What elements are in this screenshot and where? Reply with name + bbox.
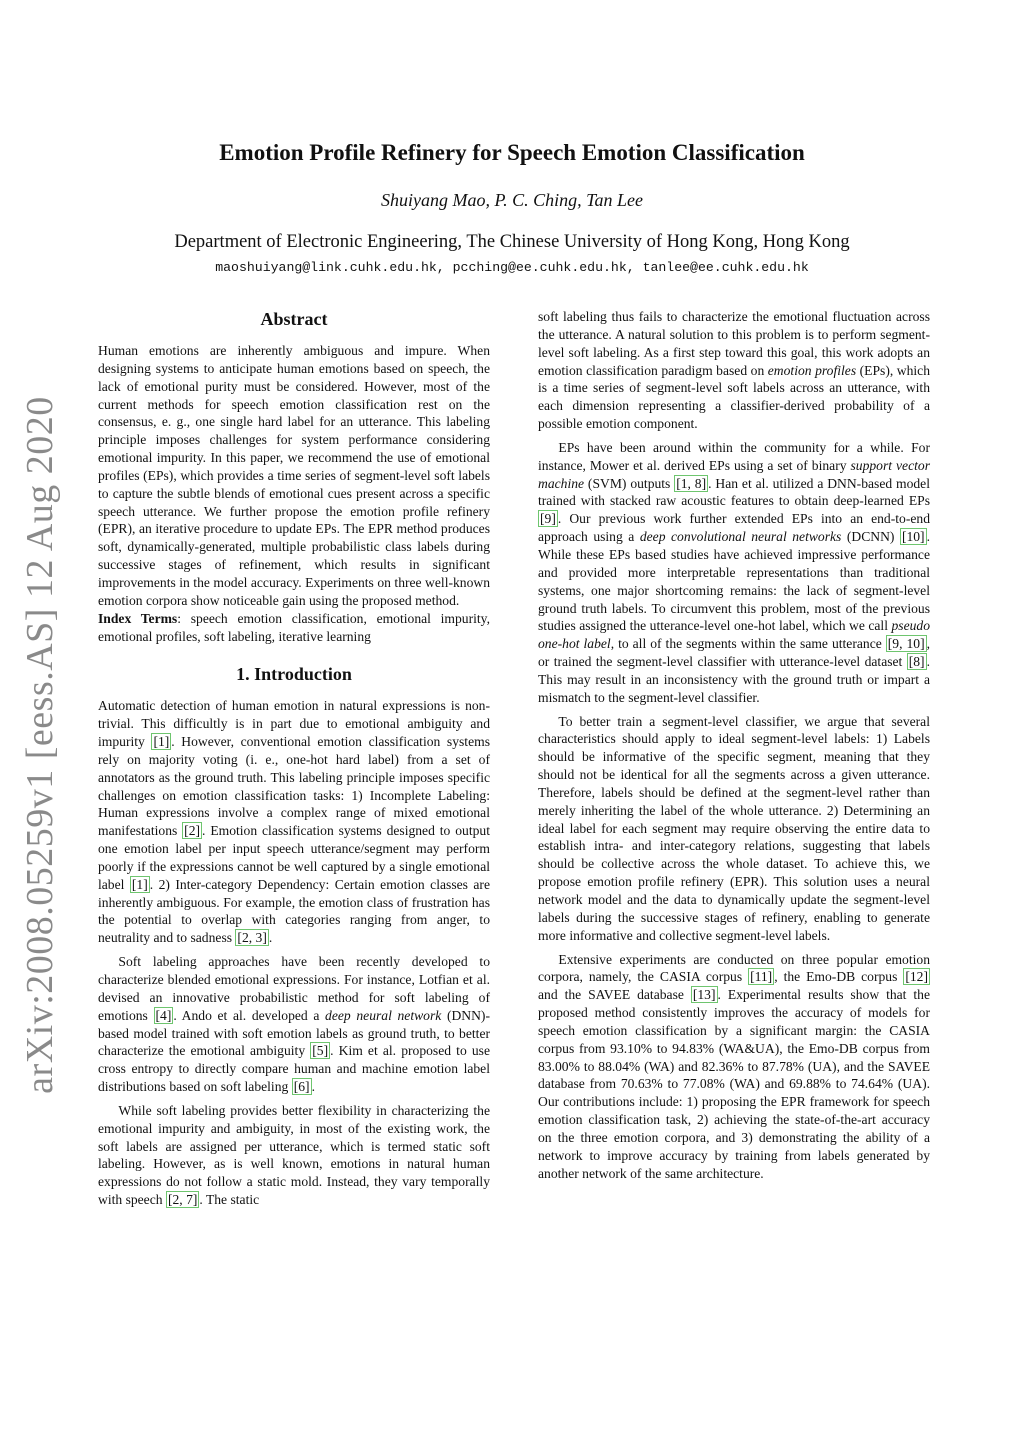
paper-authors: Shuiyang Mao, P. C. Ching, Tan Lee bbox=[380, 190, 644, 210]
citation-link[interactable]: [6] bbox=[293, 1079, 310, 1095]
citation-link[interactable]: [1, 8] bbox=[676, 475, 707, 491]
citation-link[interactable]: [10] bbox=[901, 529, 925, 545]
citation-link[interactable]: [9, 10] bbox=[887, 636, 925, 652]
citation-link[interactable]: [13] bbox=[692, 987, 716, 1003]
intro-paragraph-2: Soft labeling approaches have been recently developed to characterize blended emotional expressions. For instance, Lotfian et al. devised an innovative probabilistic method for soft labeling of emotions [4] . Ando et al. developed a deep neural network (DNN)-based model trained with soft emotion labels as ground truth, to better characterize the emotional ambiguity [5] . Kim et al. proposed to use cross entropy to directly compare human and machine emotion label distributions based on soft labeling [6] . bbox=[98, 954, 490, 1095]
citation-link[interactable]: [2, 7] bbox=[167, 1192, 198, 1208]
citation-link[interactable]: [12] bbox=[905, 969, 928, 985]
left-column bbox=[98, 308, 490, 1209]
citation-link[interactable]: [4] bbox=[155, 1007, 172, 1023]
paper-emails: maoshuiyang@link.cuhk.edu.hk, pcching@ee.cuhk.edu.hk, tanlee@ee.cuhk.edu.hk bbox=[215, 260, 809, 275]
citation-link[interactable]: [1] bbox=[131, 876, 148, 892]
paper-affiliation: Department of Electronic Engineering, The Chinese University of Hong Kong, Hong Kong bbox=[174, 232, 850, 252]
paper-title: Emotion Profile Refinery for Speech Emotion Classification bbox=[219, 140, 805, 165]
abstract-text: Human emotions are inherently ambiguous and impure. When designing systems to anticipate human emotions based on speech, the lack of emotional purity must be considered. However, most of the current methods for speech emotion classification rest on the consensus, e. g., one single hard label for an utterance. This labeling principle imposes challenges for system performance considering emotional impurity. In this paper, we recommend the use of emotional profiles (EPs), which provides a time series of segment-level soft labels to capture the subtle blends of emotional cues present across a specific speech utterance. We further propose the emotion profile refinery (EPR), an iterative procedure to update EPs. The EPR method produces soft, dynamically-generated, multiple probabilistic class labels during successive stages of refinement, which results in significant improvements in the model accuracy. Experiments on three well-known emotion corpora show noticeable gain using the proposed method. bbox=[98, 343, 490, 608]
citation-link[interactable]: [1] bbox=[153, 734, 170, 750]
citation-link[interactable]: [8] bbox=[908, 654, 925, 670]
citation-link[interactable]: [5] bbox=[312, 1043, 329, 1059]
citation-link[interactable]: [2, 3] bbox=[237, 930, 267, 946]
intro-paragraph-7: Extensive experiments are conducted on three popular emotion corpora, namely, the CASIA corpus [11] , the Emo-DB corpus [12] and the SAVEE database [13] . Experimental results show that the proposed method consistently improves the accuracy of models for speech emotion classification by a significant margin: the CASIA corpus from 93.10% to 94.83% (WA&UA), the Emo-DB corpus from 83.00% to 88.04% (WA) and 82.36% to 87.78% (UA), and the SAVEE database from 70.63% to 77.08% (WA) and 69.88% to 74.64% (UA). Our contributions include: 1) proposing the EPR framework for speech emotion classification task, 2) achieving the state-of-the-art accuracy on the three emotion corpora, and 3) demonstrating the ability of a network to improve accuracy by training from labels generated by another network of the same architecture. bbox=[538, 951, 930, 1181]
abstract-heading: Abstract bbox=[260, 309, 328, 329]
intro-paragraph-6: To better train a segment-level classifier, we argue that several characteristics should apply to ideal segment-level labels: 1) Labels should be informative of the specific segment, meaning that they should not be identical for all the segments across a given utterance. Therefore, labels should be defined at the segment-level rather than merely inheriting the label of the whole utterance. 2) Determining an ideal label for each segment may require observing the entire data to establish intra- and inter-category relations, suggesting that labels should be collective across the whole dataset. To achieve this, we propose emotion profile refinery (EPR). This solution uses a neural network model and the data to dynamically update the segment-level labels during the successive stages of refinery, enabling to generate more informative and collective segment-level labels. bbox=[538, 713, 930, 943]
intro-paragraph-1: Automatic detection of human emotion in natural expressions is non-trivial. This difficultly is in part due to emotional ambiguity and impurity [1] . However, conventional emotion classification systems rely on majority voting (i. e., one-hot hard label) from a set of annotators as the ground truth. This labeling principle imposes specific challenges on emotion classification tasks: 1) Incomplete Labeling: Human expressions involve a complex range of mixed emotional manifestations [2] . Emotion classification systems designed to output one emotion label per input speech utterance/segment may perform poorly if the expressions cannot be well captured by a single emotional label [1] . 2) Inter-category Dependency: Certain emotion classes are inherently ambiguous. For example, the emotion class of frustration has the potential to overlap with categories ranging from anger, to neutrality and to sadness [2, 3] . bbox=[98, 698, 490, 946]
index-terms bbox=[98, 610, 490, 646]
intro-paragraph-4: soft labeling thus fails to characterize the emotional fluctuation across the utterance. A natural solution to this problem is to perform segment-level soft labeling. As a first step toward this goal, this work adopts an emotion classification paradigm based on emotion profiles (EPs), which is a time series of segment-level soft labels across an utterance, with each dimension representing a classifier-derived probability of a possible emotion component. bbox=[538, 309, 930, 432]
intro-paragraph-3: While soft labeling provides better flexibility in characterizing the emotional impurity and ambiguity, in most of the existing work, the soft labels are assigned per utterance, which is termed static soft labeling. However, as is well known, emotions in natural human expressions do not follow a static mold. Instead, they vary temporally with speech [2, 7] . The static bbox=[98, 1102, 490, 1208]
citation-link[interactable]: [2] bbox=[184, 823, 201, 839]
index-terms-text: : speech emotion classification, emotional impurity, emotional profiles, soft labeling, iterative learning bbox=[98, 610, 490, 644]
citation-link[interactable]: [9] bbox=[540, 511, 556, 527]
arxiv-stamp bbox=[10, 396, 70, 1094]
right-column bbox=[538, 308, 930, 1183]
intro-paragraph-5: EPs have been around within the community for a while. For instance, Mower et al. derived EPs using a set of binary support vector machine (SVM) outputs [1, 8] . Han et al. utilized a DNN-based model trained with stacked raw acoustic features to obtain deep-learned EPs [9] . Our previous work further extended EPs into an end-to-end approach using a deep convolutional neural networks (DCNN) [10] . While these EPs based studies have achieved impressive performance and provided more interpretable representations than traditional systems, one major shortcoming remains: the lack of segment-level ground truth labels. To circumvent this problem, most of the previous studies assigned the utterance-level one-hot label, which we call pseudo one-hot label, to all of the segments within the same utterance [9, 10] , or trained the segment-level classifier with utterance-level dataset [8] . This may result in an inconsistency with the ground truth or impart a mismatch to the segment-level classifier. bbox=[538, 439, 931, 705]
citation-link[interactable]: [11] bbox=[750, 969, 773, 985]
index-terms-label: Index Terms bbox=[98, 610, 178, 626]
introduction-heading: 1. Introduction bbox=[236, 664, 352, 685]
arxiv-stamp-text: arXiv:2008.05259v1 [eess.AS] 12 Aug 2020 bbox=[19, 396, 61, 1094]
